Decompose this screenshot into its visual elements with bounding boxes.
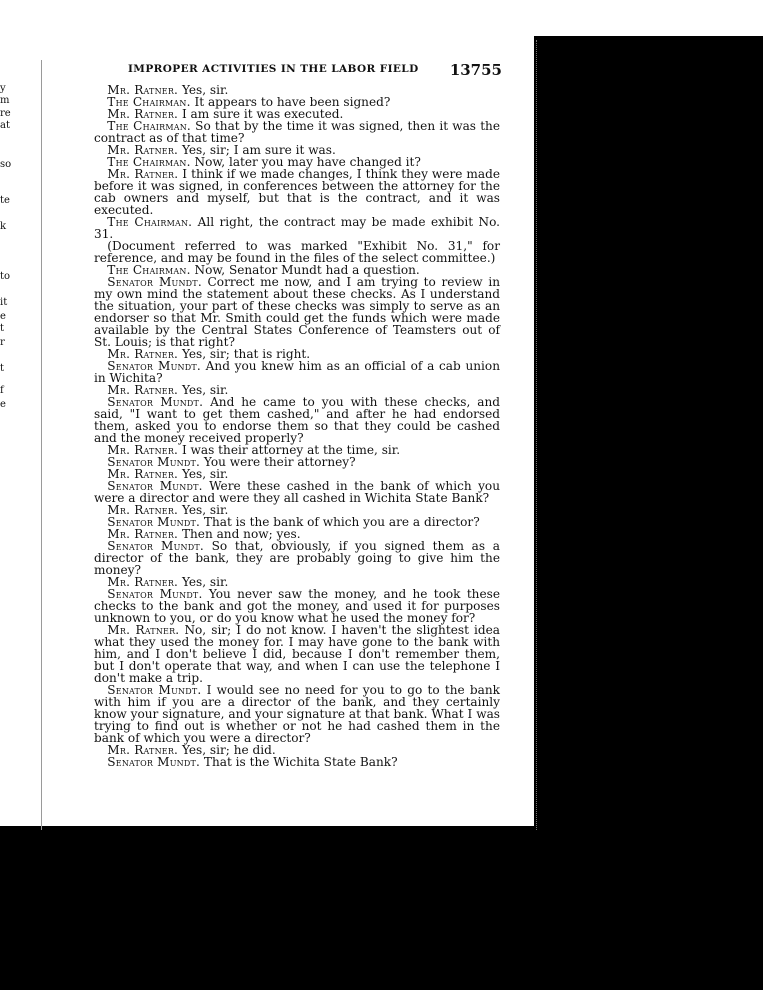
left-page-fragment: e	[0, 311, 6, 322]
paragraph-text: I think if we made changes, I think they were made before it was signed, in conferences between the attorney for the cab owners and myself, but that is the contract, and it was executed.	[94, 167, 500, 217]
speaker-name: Mr. Ratner.	[107, 527, 179, 541]
paragraph-text: You were their attorney?	[200, 455, 356, 469]
speaker-name: Mr. Ratner.	[107, 107, 179, 121]
paragraph-text: Yes, sir.	[178, 503, 229, 517]
paragraph-text: Now, Senator Mundt had a question.	[190, 263, 420, 277]
speaker-name: Senator Mundt.	[107, 683, 202, 697]
paragraph-text: All right, the contract may be made exhibit No. 31.	[94, 215, 500, 241]
running-head: IMPROPER ACTIVITIES IN THE LABOR FIELD	[128, 63, 419, 75]
left-page-fragment: m	[0, 95, 10, 106]
testimony-paragraph	[94, 624, 500, 684]
left-page-fragment: k	[0, 221, 7, 232]
paragraph-text: Yes, sir; I am sure it was.	[178, 143, 336, 157]
testimony-paragraph	[94, 360, 500, 384]
speaker-name: Mr. Ratner.	[107, 83, 179, 97]
left-page-fragment: r	[0, 337, 5, 348]
scan-margin	[534, 0, 763, 36]
speaker-name: Mr. Ratner.	[107, 383, 179, 397]
speaker-name: The Chairman.	[107, 215, 193, 229]
paragraph-text: Were these cashed in the bank of which you were a director and were they all cashed in Wichita State Bank?	[94, 479, 501, 505]
speaker-name: Senator Mundt.	[107, 539, 204, 553]
testimony-body	[94, 84, 500, 768]
speaker-name: Mr. Ratner.	[107, 143, 179, 157]
speaker-name: Mr. Ratner.	[107, 347, 179, 361]
speaker-name: The Chairman.	[107, 119, 191, 133]
page-right-edge	[536, 40, 538, 830]
testimony-paragraph	[94, 120, 500, 144]
paragraph-text: No, sir; I do not know. I haven't the slightest idea what they used the money for. I may have gone to the bank with him, and I don't believe I did, because I don't remember them, but I don't operate that way, and when I can use the telephone I don't make a trip.	[94, 623, 500, 685]
paragraph-text: And he came to you with these checks, and said, "I want to get them cashed," and after he had endorsed them, asked you to endorse them so that they could be cashed and the money received properly?	[94, 395, 500, 445]
speaker-name: Senator Mundt.	[107, 515, 201, 529]
paragraph-text: I would see no need for you to go to the bank with him if you are a director of the bank, and they certainly know your signature, and your signature at that bank. What I was trying to find out is whether or not he had cashed them in the bank of which you were a director?	[94, 683, 501, 745]
testimony-paragraph	[94, 588, 500, 624]
speaker-name: Senator Mundt.	[107, 455, 201, 469]
left-page-fragment: re	[0, 108, 11, 119]
speaker-name: Mr. Ratner.	[107, 503, 179, 517]
left-page-fragment: at	[0, 120, 10, 131]
left-page-fragment: so	[0, 159, 12, 170]
speaker-name: Senator Mundt.	[107, 359, 201, 373]
testimony-paragraph	[94, 540, 500, 576]
paragraph-text: Yes, sir.	[178, 83, 229, 97]
paragraph-text: (Document referred to was marked "Exhibit No. 31," for reference, and may be found in the files of the select committee.)	[94, 239, 500, 265]
paragraph-text: You never saw the money, and he took these checks to the bank and got the money, and used it for purposes unknown to you, or do you know what he used the money for?	[94, 587, 500, 625]
paragraph-text: Yes, sir; he did.	[178, 743, 276, 757]
paragraph-text: So that by the time it was signed, then it was the contract as of that time?	[94, 119, 500, 145]
paragraph-text: That is the Wichita State Bank?	[200, 755, 398, 769]
left-page-fragment: to	[0, 271, 11, 282]
speaker-name: Mr. Ratner.	[107, 743, 179, 757]
binding-gutter	[41, 60, 42, 830]
left-page-fragment: f	[0, 385, 4, 396]
left-page-fragment: e	[0, 399, 6, 410]
testimony-paragraph	[94, 684, 500, 744]
paragraph-text: Then and now; yes.	[178, 527, 301, 541]
speaker-name: Senator Mundt.	[107, 479, 203, 493]
left-page-fragment: te	[0, 195, 10, 206]
paragraph-text: That is the bank of which you are a director?	[200, 515, 480, 529]
speaker-name: Senator Mundt.	[107, 395, 204, 409]
testimony-paragraph	[94, 756, 500, 768]
paragraph-text: Correct me now, and I am trying to review in my own mind the statement about these checks. As I understand the situation, your part of these checks was simply to serve as an endorser so that Mr. Smith could get the funds which were made available by the Central States Conference of Teamsters out of St. Louis; is that right?	[94, 275, 500, 349]
speaker-name: Mr. Ratner.	[107, 623, 180, 637]
testimony-paragraph	[94, 216, 500, 240]
paragraph-text: Yes, sir.	[178, 575, 229, 589]
speaker-name: Mr. Ratner.	[107, 167, 179, 181]
paragraph-text: Yes, sir; that is right.	[178, 347, 311, 361]
page-header	[128, 61, 502, 79]
page-number: 13755	[449, 61, 502, 79]
testimony-paragraph	[94, 480, 500, 504]
testimony-paragraph	[94, 396, 500, 444]
speaker-name: Mr. Ratner.	[107, 467, 179, 481]
paragraph-text: So that, obviously, if you signed them as a director of the bank, they are probably going to give him the money?	[94, 539, 500, 577]
paragraph-text: I was their attorney at the time, sir.	[178, 443, 401, 457]
speaker-name: Senator Mundt.	[107, 587, 203, 601]
speaker-name: Mr. Ratner.	[107, 443, 179, 457]
paragraph-text: I am sure it was executed.	[178, 107, 344, 121]
left-page-fragment: y	[0, 83, 6, 94]
speaker-name: Mr. Ratner.	[107, 575, 179, 589]
paragraph-text: Yes, sir.	[178, 467, 229, 481]
left-page-fragment: it	[0, 297, 8, 308]
testimony-paragraph	[94, 276, 500, 348]
speaker-name: The Chairman.	[107, 95, 191, 109]
speaker-name: The Chairman.	[107, 263, 191, 277]
left-page-fragment: t	[0, 363, 5, 374]
paragraph-text: It appears to have been signed?	[190, 95, 391, 109]
testimony-paragraph	[94, 240, 500, 264]
speaker-name: Senator Mundt.	[107, 755, 201, 769]
speaker-name: Senator Mundt.	[107, 275, 202, 289]
left-page-edge	[0, 0, 44, 826]
paragraph-text: And you knew him as an official of a cab union in Wichita?	[94, 359, 500, 385]
speaker-name: The Chairman.	[107, 155, 191, 169]
left-page-fragment: t	[0, 323, 5, 334]
paragraph-text: Now, later you may have changed it?	[190, 155, 421, 169]
paragraph-text: Yes, sir.	[178, 383, 229, 397]
testimony-paragraph	[94, 168, 500, 216]
